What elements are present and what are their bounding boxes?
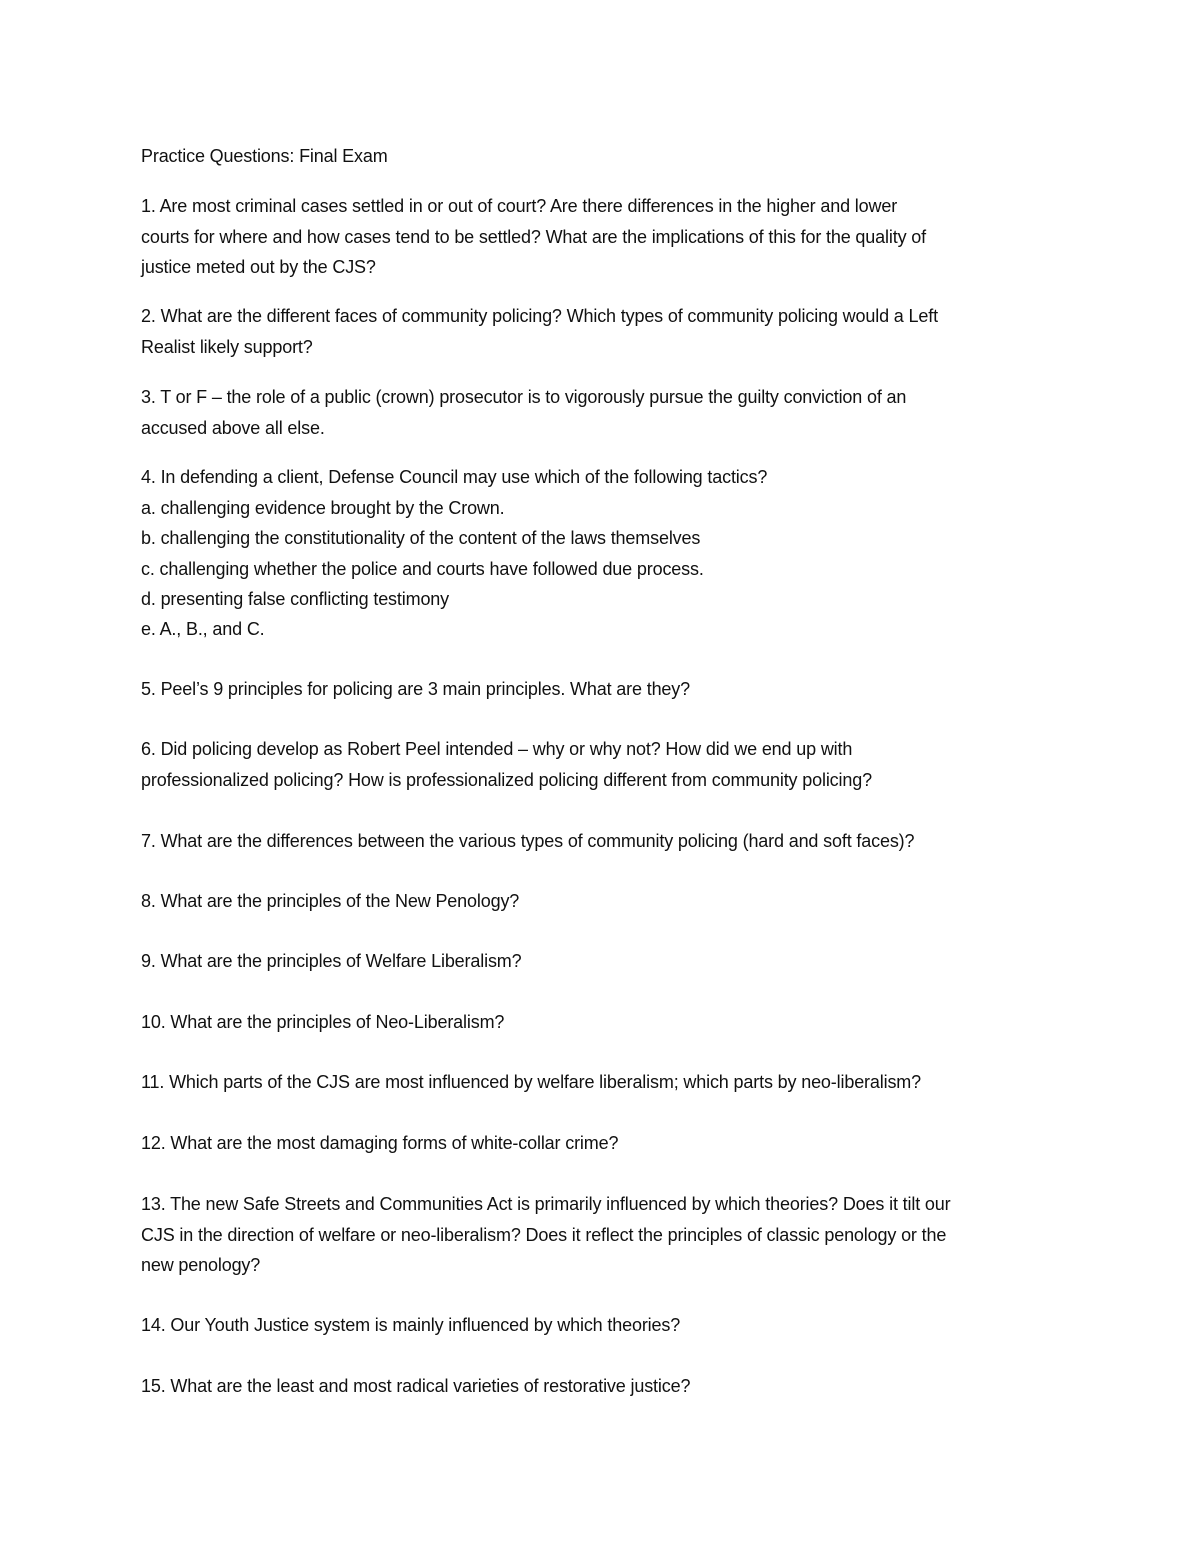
question-4-option-d: d. presenting false conflicting testimony [141, 589, 450, 609]
question-1-line-3: justice meted out by the CJS? [141, 257, 376, 277]
question-14: 14. Our Youth Justice system is mainly influenced by which theories? [141, 1315, 681, 1335]
question-8: 8. What are the principles of the New Penology? [141, 891, 520, 911]
question-4-stem: 4. In defending a client, Defense Council may use which of the following tactics? [141, 467, 768, 487]
question-1-line-2: courts for where and how cases tend to be settled? What are the implications of this for the quality of [141, 227, 926, 247]
question-13-line-2: CJS in the direction of welfare or neo-liberalism? Does it reflect the principles of classic penology or the [141, 1225, 947, 1245]
question-4-option-c: c. challenging whether the police and courts have followed due process. [141, 559, 704, 579]
question-2-line-1: 2. What are the different faces of community policing? Which types of community policing would a Left [141, 306, 938, 326]
question-3-line-2: accused above all else. [141, 418, 325, 438]
question-12: 12. What are the most damaging forms of white-collar crime? [141, 1133, 619, 1153]
question-6-line-1: 6. Did policing develop as Robert Peel intended – why or why not? How did we end up with [141, 739, 853, 759]
question-4-option-b: b. challenging the constitutionality of the content of the laws themselves [141, 528, 701, 548]
question-10: 10. What are the principles of Neo-Liberalism? [141, 1012, 505, 1032]
question-13-line-3: new penology? [141, 1255, 261, 1275]
question-13-line-1: 13. The new Safe Streets and Communities Act is primarily influenced by which theories? Does it tilt our [141, 1194, 951, 1214]
question-3-line-1: 3. T or F – the role of a public (crown) prosecutor is to vigorously pursue the guilty conviction of an [141, 387, 907, 407]
question-4-option-e: e. A., B., and C. [141, 619, 265, 639]
question-4-option-a: a. challenging evidence brought by the Crown. [141, 498, 505, 518]
question-9: 9. What are the principles of Welfare Liberalism? [141, 951, 522, 971]
question-5: 5. Peel’s 9 principles for policing are 3 main principles. What are they? [141, 679, 691, 699]
question-2-line-2: Realist likely support? [141, 337, 313, 357]
question-6-line-2: professionalized policing? How is professionalized policing different from community policing? [141, 770, 872, 790]
question-15: 15. What are the least and most radical varieties of restorative justice? [141, 1376, 691, 1396]
document-title: Practice Questions: Final Exam [141, 146, 388, 166]
question-1-line-1: 1. Are most criminal cases settled in or out of court? Are there differences in the higher and lower [141, 196, 898, 216]
question-11: 11. Which parts of the CJS are most influenced by welfare liberalism; which parts by neo-liberalism? [141, 1072, 922, 1092]
question-7: 7. What are the differences between the various types of community policing (hard and soft faces)? [141, 831, 915, 851]
